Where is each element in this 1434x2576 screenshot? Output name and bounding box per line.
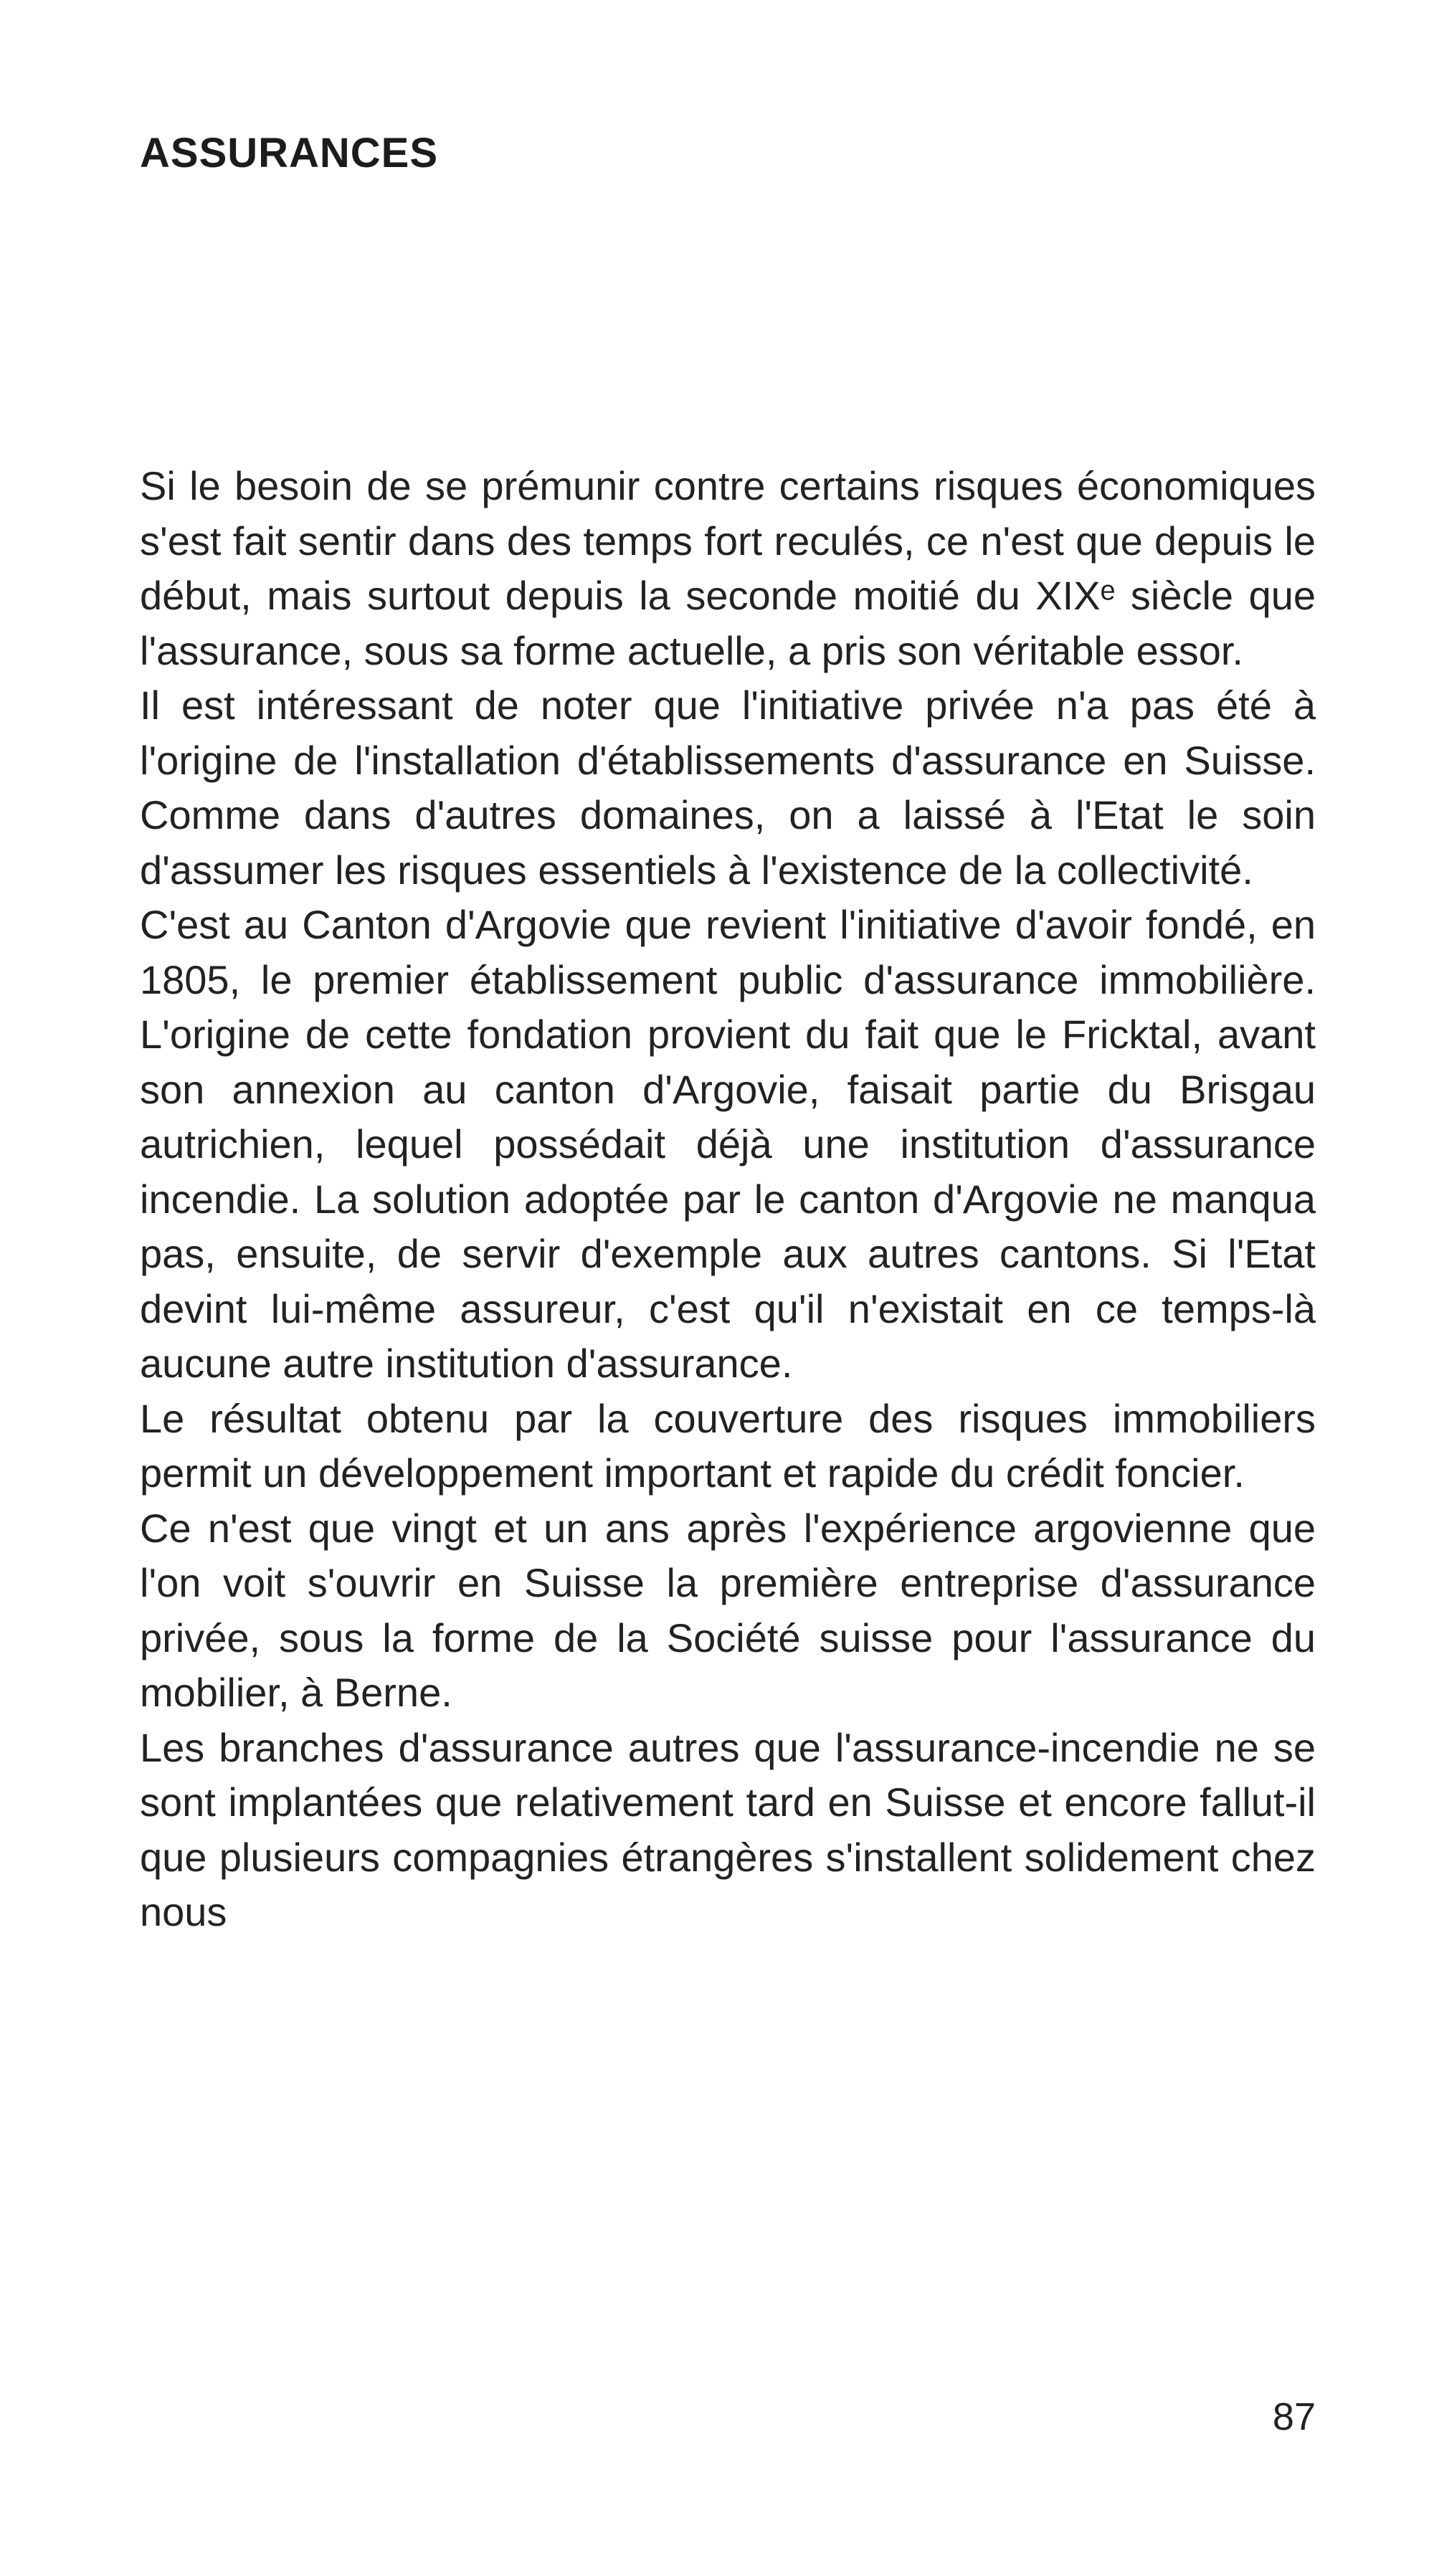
body-text <box>140 459 1316 1940</box>
paragraph: Les branches d'assurance autres que l'assurance-incendie ne se sont implantées que relativement tard en Suisse et encore fallut-il que plusieurs compagnies étrangères s'installent solidement chez nous <box>140 1724 1316 1934</box>
paragraph: C'est au Canton d'Argovie que revient l'initiative d'avoir fondé, en 1805, le premier établissement public d'assurance immobilière. L'origine de cette fondation provient du fait que le Fricktal, avant son annexion au canton d'Argovie, faisait partie du Brisgau autrichien, lequel possédait déjà une institution d'assurance incendie. La solution adoptée par le canton d'Argovie ne manqua pas, ensuite, de servir d'exemple aux autres cantons. Si l'Etat devint lui-même assureur, c'est qu'il n'existait en ce temps-là aucune autre institution d'assurance. <box>140 902 1316 1386</box>
paragraph: Ce n'est que vingt et un ans après l'expérience argovienne que l'on voit s'ouvrir en Suisse la première entreprise d'assurance privée, sous la forme de la Société suisse pour l'assurance du mobilier, à Berne. <box>140 1505 1316 1715</box>
paragraph: Le résultat obtenu par la couverture des risques immobiliers permit un développement important et rapide du crédit foncier. <box>140 1395 1316 1496</box>
paragraph: Si le besoin de se prémunir contre certains risques économiques s'est fait sentir dans des temps fort reculés, ce n'est que depuis le début, mais surtout depuis la seconde moitié du XIXᵉ siècle que l'assurance, sous sa forme actuelle, a pris son véritable essor. <box>140 463 1316 673</box>
paragraph: Il est intéressant de noter que l'initiative privée n'a pas été à l'origine de l'installation d'établissements d'assurance en Suisse. Comme dans d'autres domaines, on a laissé à l'Etat le soin d'assumer les risques essentiels à l'existence de la collectivité. <box>140 683 1316 893</box>
page-number: 87 <box>1272 2395 1316 2438</box>
section-heading: ASSURANCES <box>140 130 439 176</box>
